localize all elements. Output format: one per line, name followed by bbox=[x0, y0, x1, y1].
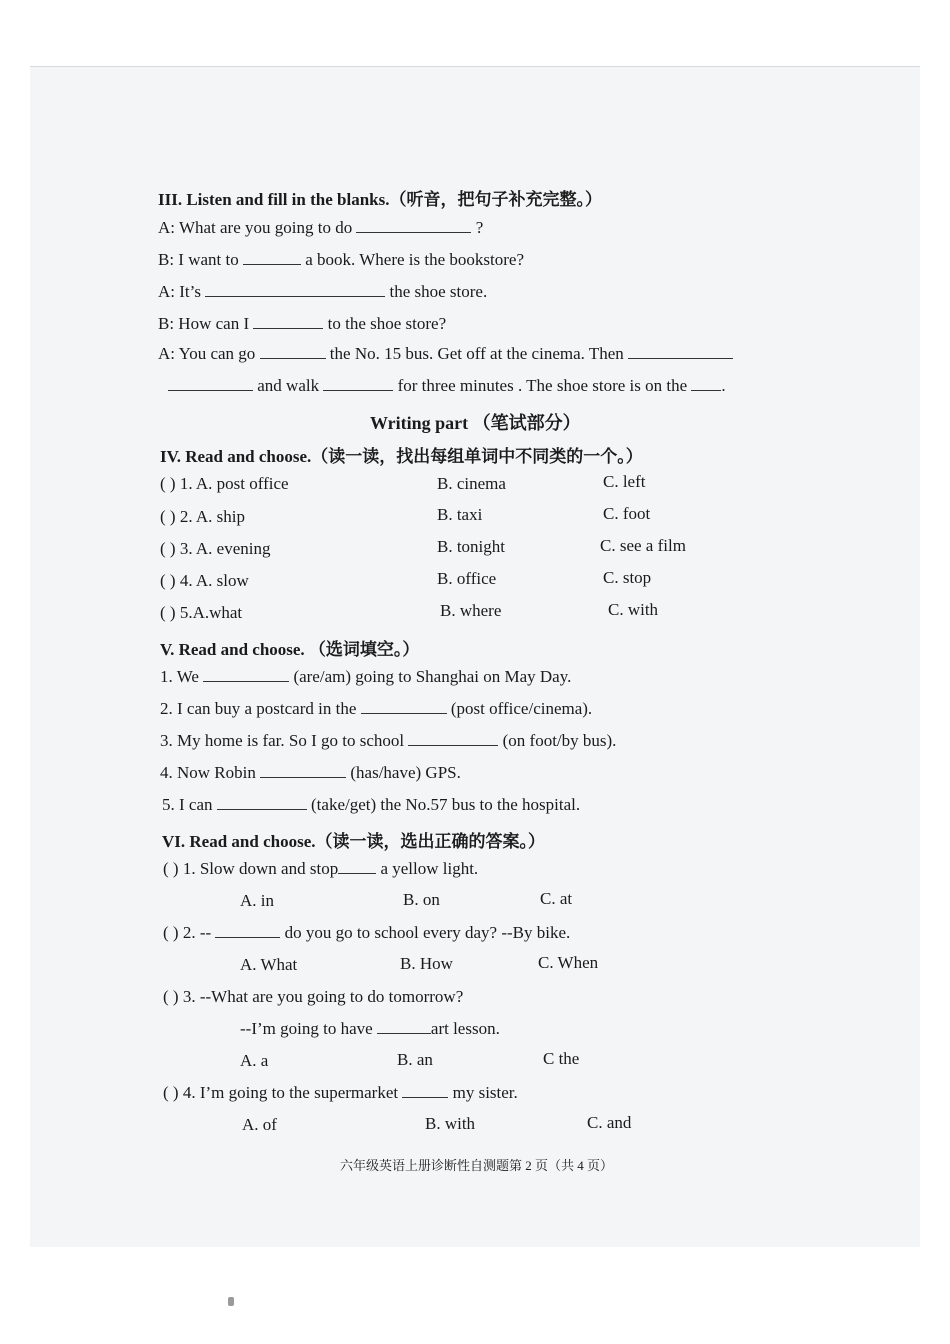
s6-q1-end: a yellow light. bbox=[380, 859, 479, 878]
s4-item-2-b: B. taxi bbox=[437, 505, 483, 524]
s3-line-4-blank[interactable] bbox=[253, 314, 323, 329]
s3-line-6-end: . bbox=[721, 376, 726, 395]
s6-q1-opt-b: B. on bbox=[403, 890, 440, 909]
s6-q2-text: ( ) 2. -- bbox=[163, 923, 212, 942]
s5-item-2-blank[interactable] bbox=[361, 699, 447, 714]
s6-q4-opt-c: C. and bbox=[587, 1113, 632, 1132]
s6-q2-opt-c: C. When bbox=[538, 953, 599, 972]
s5-item-1-options: (are/am) going to Shanghai on May Day. bbox=[293, 667, 572, 686]
s4-item-3-b: B. tonight bbox=[437, 537, 506, 556]
s4-item-5-b: B. where bbox=[440, 601, 502, 620]
s3-line-1-end: ? bbox=[475, 218, 484, 237]
s3-line-6-blank-1[interactable] bbox=[168, 376, 253, 391]
s5-item-3-text: 3. My home is far. So I go to school bbox=[160, 731, 405, 750]
s3-line-2-end: a book. Where is the bookstore? bbox=[305, 250, 524, 269]
s5-item-3 bbox=[160, 731, 616, 751]
s3-line-6 bbox=[168, 376, 726, 396]
s6-q3: ( ) 3. --What are you going to do tomorrow? bbox=[163, 987, 464, 1006]
s6-q3-line-2 bbox=[240, 1019, 500, 1039]
s6-q3-text-2: --I’m going to have bbox=[240, 1019, 373, 1038]
s5-item-1-text: 1. We bbox=[160, 667, 199, 686]
s3-line-6-text: and walk bbox=[257, 376, 320, 395]
s3-line-3 bbox=[158, 282, 487, 302]
s5-item-3-blank[interactable] bbox=[408, 731, 498, 746]
s6-q1-opt-c: C. at bbox=[540, 889, 573, 908]
s5-item-4 bbox=[160, 763, 461, 783]
s6-q3-end: art lesson. bbox=[430, 1019, 500, 1038]
s3-line-6-mid: for three minutes . The shoe store is on the bbox=[397, 376, 688, 395]
s5-item-1-blank[interactable] bbox=[203, 667, 289, 682]
s4-item-5: ( ) 5.A.what bbox=[160, 603, 243, 622]
s5-item-2-text: 2. I can buy a postcard in the bbox=[160, 699, 357, 718]
s4-item-3-c: C. see a film bbox=[600, 536, 686, 555]
s4-item-2: ( ) 2. A. ship bbox=[160, 507, 245, 526]
s5-item-3-options: (on foot/by bus). bbox=[502, 731, 617, 750]
section-3-title: III. Listen and fill in the blanks.（听音，把句子补充完整。） bbox=[158, 190, 602, 209]
s3-line-5 bbox=[158, 344, 733, 364]
s6-q3-opt-c: C the bbox=[543, 1049, 580, 1068]
s3-line-3-blank[interactable] bbox=[205, 282, 385, 297]
s3-line-5-blank[interactable] bbox=[260, 344, 326, 359]
s3-line-3-end: the shoe store. bbox=[389, 282, 488, 301]
section-6-title: VI. Read and choose.（读一读，选出正确的答案。） bbox=[162, 832, 545, 851]
s3-line-1-blank[interactable] bbox=[356, 218, 471, 233]
s3-line-2-text: B: I want to bbox=[158, 250, 239, 269]
s3-line-5-end: the No. 15 bus. Get off at the cinema. Then bbox=[329, 344, 624, 363]
scan-speck bbox=[228, 1297, 234, 1306]
s4-item-2-c: C. foot bbox=[603, 504, 651, 523]
s6-q1-text: ( ) 1. Slow down and stop bbox=[163, 859, 339, 878]
s6-q2 bbox=[163, 923, 570, 943]
s5-item-5 bbox=[162, 795, 580, 815]
s6-q3-blank[interactable] bbox=[377, 1019, 431, 1034]
s6-q4 bbox=[163, 1083, 518, 1103]
s3-line-1-text: A: What are you going to do bbox=[158, 218, 353, 237]
s5-item-5-options: (take/get) the No.57 bus to the hospital. bbox=[311, 795, 581, 814]
s6-q3-opt-b: B. an bbox=[397, 1050, 433, 1069]
s4-item-5-c: C. with bbox=[608, 600, 659, 619]
section-5-title: V. Read and choose. （选词填空。） bbox=[160, 640, 420, 659]
s4-item-1-b: B. cinema bbox=[437, 474, 506, 493]
s4-item-4-c: C. stop bbox=[603, 568, 652, 587]
s3-line-6-blank-3[interactable] bbox=[691, 376, 721, 391]
s6-q1-blank[interactable] bbox=[338, 859, 376, 874]
s4-item-1: ( ) 1. A. post office bbox=[160, 474, 289, 493]
page-footer: 六年级英语上册诊断性自测题第 2 页（共 4 页） bbox=[340, 1158, 614, 1173]
s6-q4-opt-b: B. with bbox=[425, 1114, 476, 1133]
s6-q4-text: ( ) 4. I’m going to the supermarket bbox=[163, 1083, 399, 1102]
s5-item-4-options: (has/have) GPS. bbox=[350, 763, 461, 782]
s6-q2-opt-a: A. What bbox=[240, 955, 298, 974]
s5-item-2-options: (post office/cinema). bbox=[450, 699, 593, 718]
s3-line-3-text: A: It’s bbox=[158, 282, 201, 301]
s3-line-1 bbox=[158, 218, 483, 238]
s4-item-4-b: B. office bbox=[437, 569, 497, 588]
s5-item-5-text: 5. I can bbox=[162, 795, 213, 814]
s6-q4-opt-a: A. of bbox=[242, 1115, 277, 1134]
section-4-title: IV. Read and choose.（读一读，找出每组单词中不同类的一个。） bbox=[160, 447, 643, 466]
s5-item-1 bbox=[160, 667, 571, 687]
s3-line-2 bbox=[158, 250, 524, 270]
s6-q1 bbox=[163, 859, 478, 879]
s4-item-1-c: C. left bbox=[603, 472, 646, 491]
s3-line-5-blank-2[interactable] bbox=[628, 344, 733, 359]
s3-line-2-blank[interactable] bbox=[243, 250, 301, 265]
s5-item-5-blank[interactable] bbox=[217, 795, 307, 810]
s6-q2-blank[interactable] bbox=[215, 923, 280, 938]
s3-line-5-text: A: You can go bbox=[158, 344, 256, 363]
writing-part-heading: Writing part （笔试部分） bbox=[370, 413, 581, 433]
s6-q2-end: do you go to school every day? --By bike. bbox=[284, 923, 571, 942]
s3-line-4 bbox=[158, 314, 446, 334]
s5-item-4-blank[interactable] bbox=[260, 763, 346, 778]
s5-item-4-text: 4. Now Robin bbox=[160, 763, 256, 782]
s3-line-6-blank-2[interactable] bbox=[323, 376, 393, 391]
s6-q1-opt-a: A. in bbox=[240, 891, 274, 910]
s3-line-4-end: to the shoe store? bbox=[327, 314, 447, 333]
s6-q4-blank[interactable] bbox=[402, 1083, 448, 1098]
s6-q2-opt-b: B. How bbox=[400, 954, 453, 973]
s5-item-2 bbox=[160, 699, 592, 719]
s4-item-3: ( ) 3. A. evening bbox=[160, 539, 271, 558]
s6-q4-end: my sister. bbox=[452, 1083, 518, 1102]
s6-q3-opt-a: A. a bbox=[240, 1051, 269, 1070]
s3-line-4-text: B: How can I bbox=[158, 314, 250, 333]
s4-item-4: ( ) 4. A. slow bbox=[160, 571, 249, 590]
